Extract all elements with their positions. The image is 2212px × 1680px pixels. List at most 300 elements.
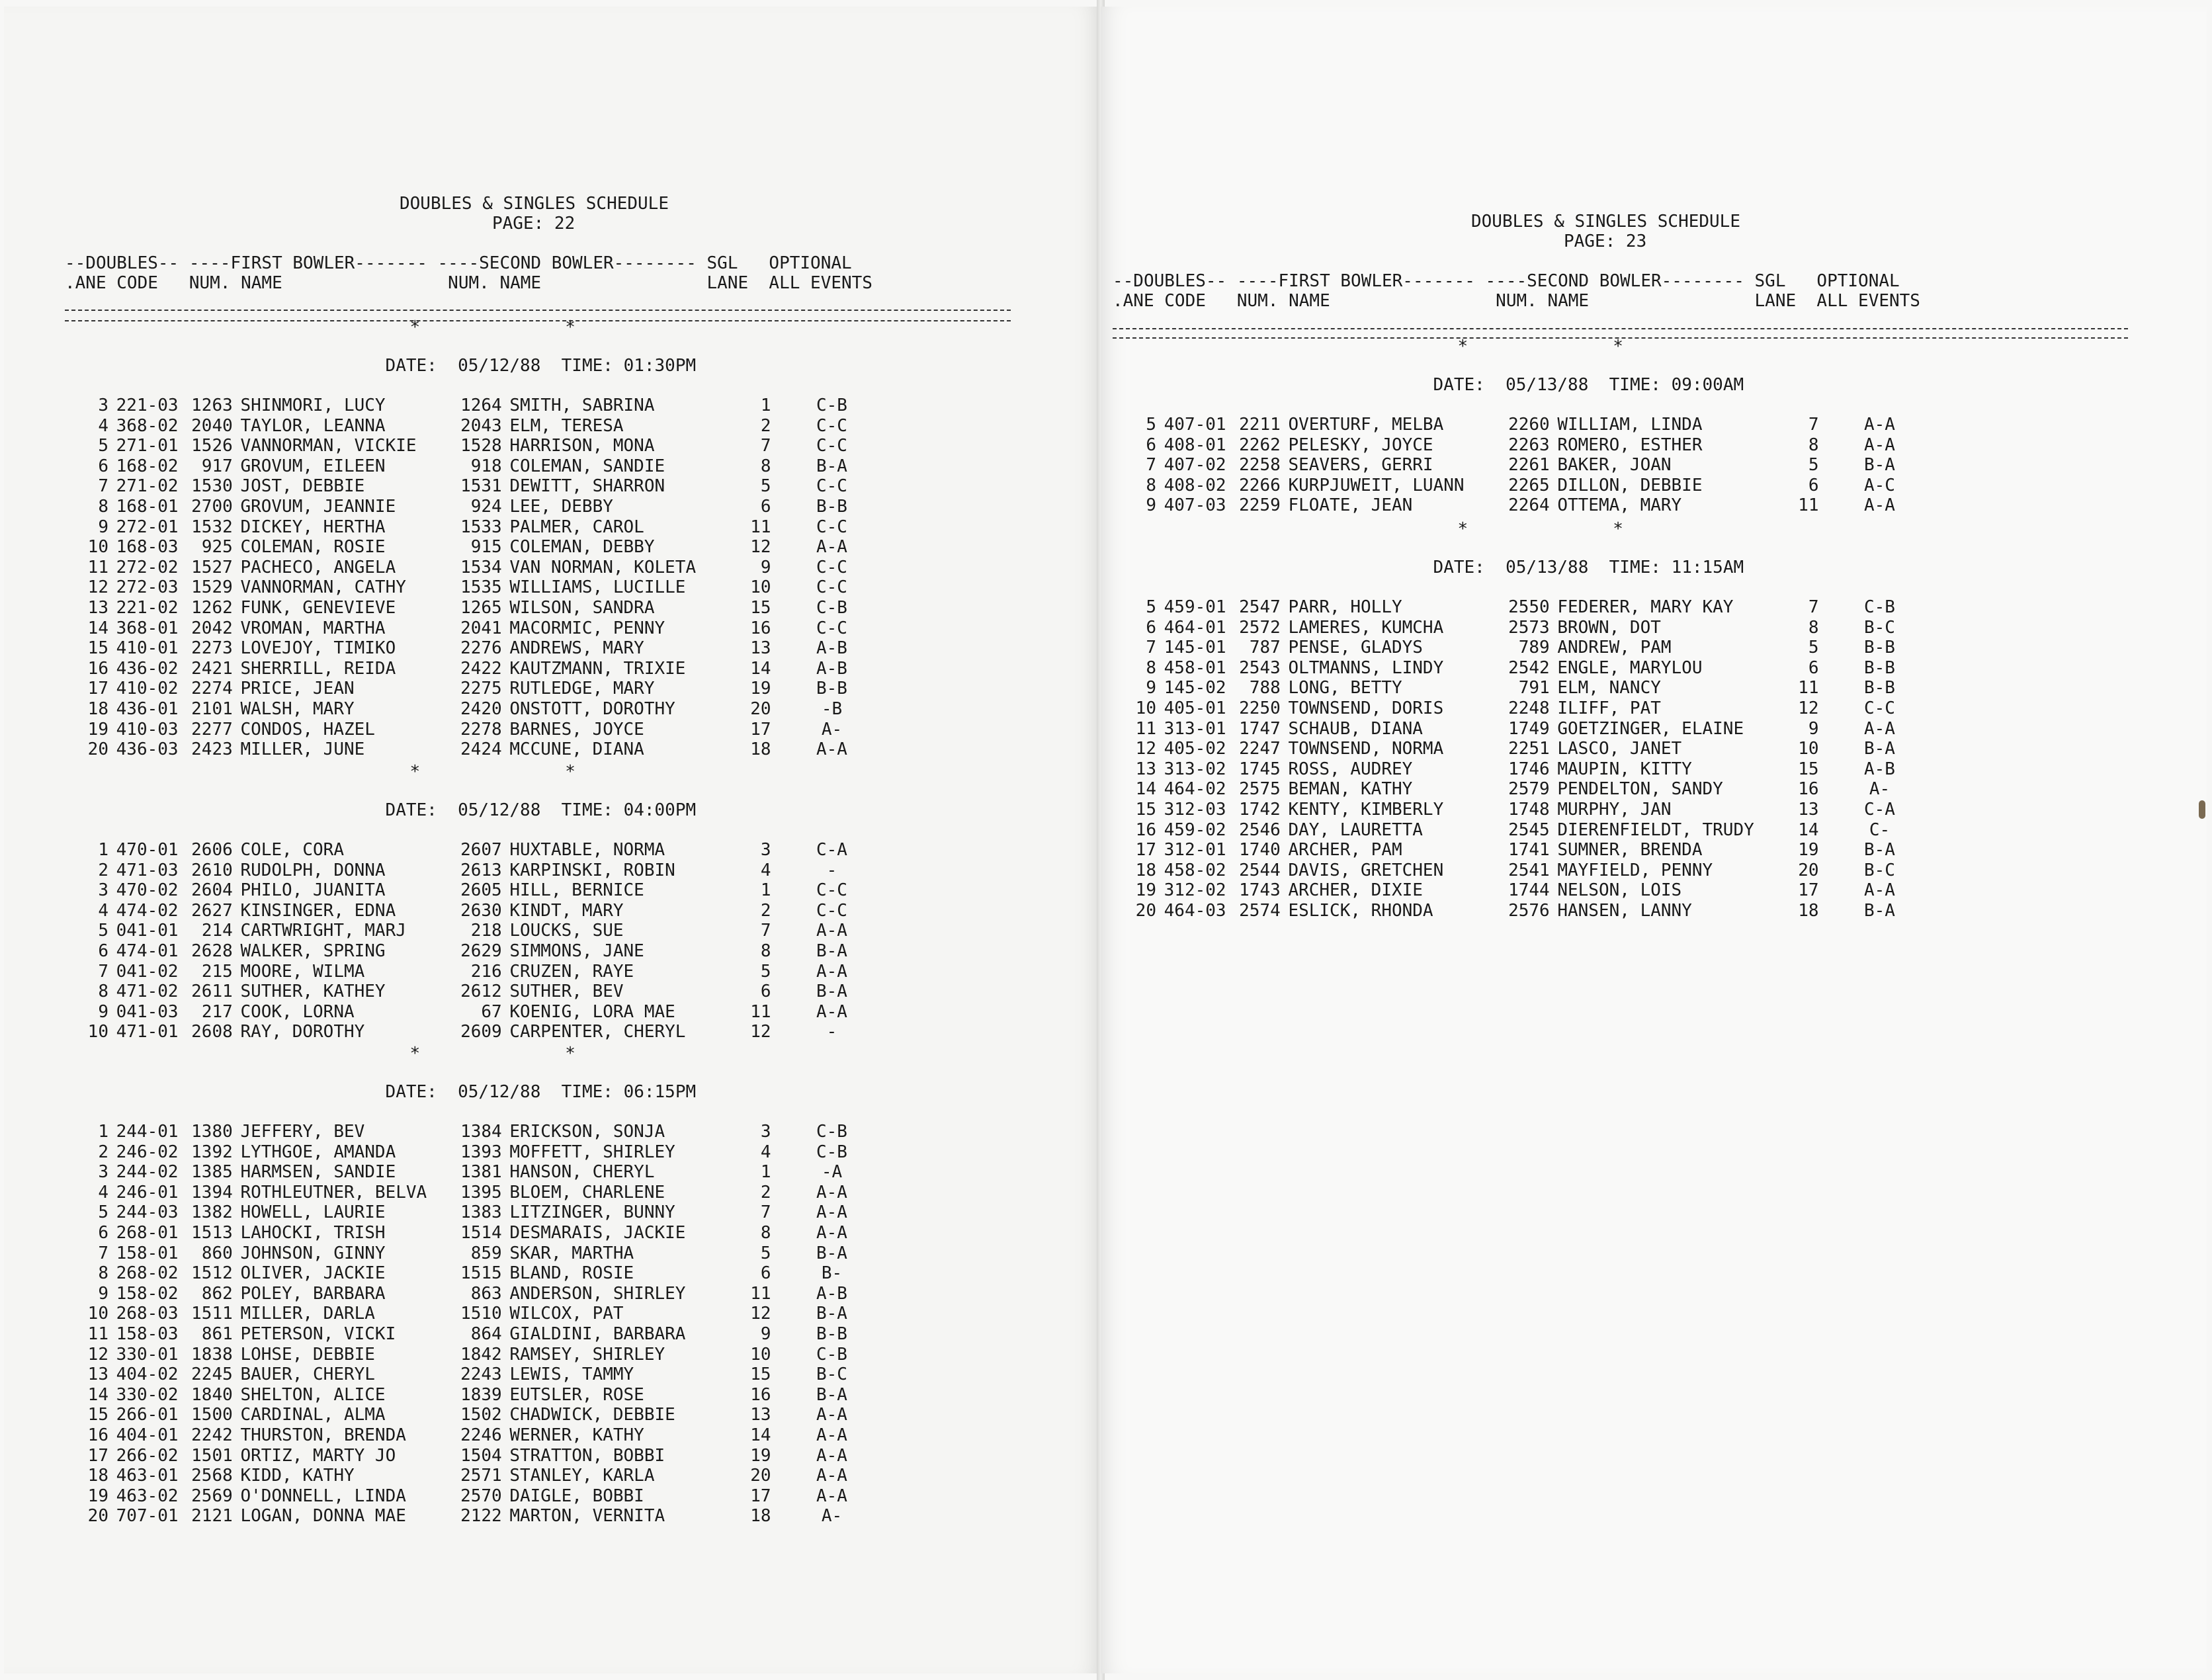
optional-all-events: A- xyxy=(821,1506,843,1527)
second-bowler-num: 1384 xyxy=(460,1122,502,1142)
second-bowler-num: 1741 xyxy=(1508,840,1550,861)
doubles-code: 410-02 xyxy=(116,679,179,699)
second-bowler-name: KINDT, MARY xyxy=(509,900,624,921)
second-bowler-num: 2263 xyxy=(1508,435,1550,455)
second-bowler-name: HARRISON, MONA xyxy=(509,436,655,456)
first-bowler-name: ROSS, AUDREY xyxy=(1288,759,1413,779)
second-bowler-num: 2576 xyxy=(1508,901,1550,921)
singles-lane: 7 xyxy=(1808,597,1819,617)
first-bowler-name: JOHNSON, GINNY xyxy=(240,1243,386,1263)
doubles-code: 244-02 xyxy=(116,1162,179,1183)
first-bowler-num: 2606 xyxy=(191,840,233,860)
first-bowler-num: 2700 xyxy=(191,497,233,517)
session-marker: * xyxy=(409,317,421,337)
second-bowler-num: 2251 xyxy=(1508,739,1550,759)
first-bowler-num: 1380 xyxy=(191,1122,233,1142)
first-bowler-name: LOHSE, DEBBIE xyxy=(240,1344,375,1365)
lane-number: 14 xyxy=(87,618,108,638)
doubles-code: 470-02 xyxy=(116,880,179,901)
first-bowler-num: 1382 xyxy=(191,1202,233,1223)
optional-all-events: B-C xyxy=(1864,617,1895,638)
optional-all-events: C-C xyxy=(816,880,847,901)
second-bowler-num: 1839 xyxy=(460,1384,502,1405)
first-bowler-name: POLEY, BARBARA xyxy=(240,1283,386,1304)
second-bowler-num: 2629 xyxy=(460,941,502,961)
optional-all-events: A-B xyxy=(816,638,847,659)
doubles-code: 464-02 xyxy=(1164,779,1226,800)
doubles-code: 268-02 xyxy=(116,1263,179,1284)
first-bowler-num: 1747 xyxy=(1239,718,1281,739)
second-bowler-num: 1395 xyxy=(460,1182,502,1202)
lane-number: 17 xyxy=(1135,840,1156,861)
singles-lane: 8 xyxy=(1808,617,1819,638)
doubles-code: 158-02 xyxy=(116,1283,179,1304)
doubles-code: 312-03 xyxy=(1164,800,1226,819)
singles-lane: 1 xyxy=(760,396,771,415)
first-bowler-num: 2421 xyxy=(191,658,233,679)
first-bowler-name: PARR, HOLLY xyxy=(1288,597,1402,617)
first-bowler-num: 1529 xyxy=(191,577,233,598)
lane-number: 7 xyxy=(98,961,108,982)
lane-number: 12 xyxy=(87,1344,108,1365)
lane-number: 18 xyxy=(87,1466,108,1486)
singles-lane: 7 xyxy=(760,921,771,941)
second-bowler-num: 791 xyxy=(1518,678,1550,698)
doubles-code: 368-01 xyxy=(116,618,179,638)
singles-lane: 20 xyxy=(750,1466,771,1486)
session-marker: * xyxy=(565,317,575,337)
doubles-code: 404-01 xyxy=(116,1425,179,1445)
optional-all-events: A-A xyxy=(816,537,847,558)
lane-number: 17 xyxy=(87,1445,108,1466)
second-bowler-num: 2246 xyxy=(460,1425,502,1445)
first-bowler-num: 1840 xyxy=(191,1384,233,1405)
header-rule xyxy=(65,320,1011,321)
first-bowler-name: DAY, LAURETTA xyxy=(1288,819,1423,840)
first-bowler-num: 2610 xyxy=(191,860,233,880)
second-bowler-name: ROMERO, ESTHER xyxy=(1557,435,1703,455)
page-title: DOUBLES & SINGLES SCHEDULE xyxy=(1471,212,1740,231)
optional-all-events: B-B xyxy=(1864,678,1895,698)
first-bowler-name: O'DONNELL, LINDA xyxy=(240,1486,406,1506)
singles-lane: 4 xyxy=(760,860,771,880)
lane-number: 20 xyxy=(1135,901,1156,921)
optional-all-events: B-C xyxy=(816,1365,847,1385)
second-bowler-name: ELM, NANCY xyxy=(1557,678,1661,698)
optional-all-events: - xyxy=(826,1022,837,1042)
optional-all-events: C-C xyxy=(816,415,847,436)
second-bowler-name: ANDREWS, MARY xyxy=(509,638,644,659)
optional-all-events: C-B xyxy=(816,1142,847,1162)
second-bowler-num: 864 xyxy=(470,1324,502,1344)
lane-number: 19 xyxy=(87,1486,108,1506)
singles-lane: 5 xyxy=(1808,455,1819,476)
doubles-code: 041-03 xyxy=(116,1001,179,1022)
lane-number: 5 xyxy=(98,1202,108,1223)
optional-all-events: A-A xyxy=(816,1425,847,1445)
doubles-code: 459-02 xyxy=(1164,819,1226,840)
first-bowler-num: 2547 xyxy=(1239,597,1281,617)
lane-number: 8 xyxy=(1146,657,1156,678)
first-bowler-name: LAHOCKI, TRISH xyxy=(240,1223,386,1243)
session-marker: * xyxy=(565,1044,575,1064)
second-bowler-name: RUTLEDGE, MARY xyxy=(509,679,655,699)
second-bowler-num: 2260 xyxy=(1508,415,1550,435)
doubles-code: 266-02 xyxy=(116,1445,179,1466)
first-bowler-name: KIDD, KATHY xyxy=(240,1466,355,1486)
lane-number: 3 xyxy=(98,880,108,901)
singles-lane: 11 xyxy=(1798,678,1819,698)
second-bowler-name: EUTSLER, ROSE xyxy=(509,1384,644,1405)
second-bowler-name: MCCUNE, DIANA xyxy=(509,739,644,760)
first-bowler-num: 2568 xyxy=(191,1466,233,1486)
second-bowler-num: 2265 xyxy=(1508,475,1550,495)
doubles-code: 168-02 xyxy=(116,456,179,476)
second-bowler-num: 2541 xyxy=(1508,860,1550,880)
second-bowler-num: 2542 xyxy=(1508,657,1550,678)
second-bowler-name: VAN NORMAN, KOLETA xyxy=(509,557,697,577)
first-bowler-name: TAYLOR, LEANNA xyxy=(240,415,386,436)
second-bowler-name: CHADWICK, DEBBIE xyxy=(509,1405,675,1425)
first-bowler-num: 1511 xyxy=(191,1304,233,1324)
second-bowler-name: SUTHER, BEV xyxy=(509,982,624,1002)
first-bowler-name: WALSH, MARY xyxy=(240,699,355,719)
optional-all-events: B-B xyxy=(816,679,847,699)
lane-number: 9 xyxy=(98,1283,108,1304)
second-bowler-num: 918 xyxy=(470,456,502,476)
singles-lane: 20 xyxy=(750,699,771,719)
optional-all-events: B-A xyxy=(816,941,847,961)
first-bowler-name: COOK, LORNA xyxy=(240,1001,355,1022)
second-bowler-name: LASCO, JANET xyxy=(1557,739,1682,759)
first-bowler-name: ROTHLEUTNER, BELVA xyxy=(240,1182,427,1202)
singles-lane: 10 xyxy=(1798,739,1819,759)
doubles-code: 312-01 xyxy=(1164,840,1226,861)
second-bowler-num: 1535 xyxy=(460,577,502,598)
first-bowler-name: ESLICK, RHONDA xyxy=(1288,901,1433,921)
doubles-code: 041-02 xyxy=(116,961,179,982)
doubles-code: 272-01 xyxy=(116,517,179,537)
singles-lane: 19 xyxy=(1798,840,1819,861)
doubles-code: 158-01 xyxy=(116,1243,179,1263)
first-bowler-num: 1501 xyxy=(191,1445,233,1466)
second-bowler-name: SUMNER, BRENDA xyxy=(1557,840,1703,861)
first-bowler-num: 917 xyxy=(201,456,233,476)
first-bowler-name: ARCHER, PAM xyxy=(1288,840,1402,861)
first-bowler-num: 1526 xyxy=(191,436,233,456)
singles-lane: 8 xyxy=(760,1223,771,1243)
doubles-code: 244-01 xyxy=(116,1122,179,1142)
doubles-code: 408-01 xyxy=(1164,435,1226,455)
second-bowler-num: 2579 xyxy=(1508,779,1550,800)
singles-lane: 5 xyxy=(760,1243,771,1263)
singles-lane: 6 xyxy=(760,497,771,517)
optional-all-events: B-A xyxy=(816,1243,847,1263)
singles-lane: 12 xyxy=(750,1022,771,1042)
singles-lane: 1 xyxy=(760,1162,771,1183)
first-bowler-num: 2611 xyxy=(191,982,233,1002)
lane-number: 9 xyxy=(1146,678,1156,698)
second-bowler-num: 2275 xyxy=(460,679,502,699)
doubles-code: 404-02 xyxy=(116,1365,179,1385)
lane-number: 9 xyxy=(98,517,108,537)
first-bowler-num: 215 xyxy=(201,961,233,982)
lane-number: 10 xyxy=(87,1304,108,1324)
singles-lane: 17 xyxy=(750,719,771,739)
doubles-code: 464-01 xyxy=(1164,617,1226,638)
first-bowler-name: RAY, DOROTHY xyxy=(240,1022,365,1042)
second-bowler-num: 1744 xyxy=(1508,880,1550,901)
doubles-code: 405-02 xyxy=(1164,739,1226,759)
optional-all-events: B-C xyxy=(1864,860,1895,880)
first-bowler-name: SHELTON, ALICE xyxy=(240,1384,386,1405)
lane-number: 16 xyxy=(1135,819,1156,840)
page-number: PAGE: 22 xyxy=(492,214,575,233)
second-bowler-name: FEDERER, MARY KAY xyxy=(1557,597,1734,617)
lane-number: 14 xyxy=(1135,779,1156,800)
second-bowler-name: SKAR, MARTHA xyxy=(509,1243,634,1263)
second-bowler-num: 1749 xyxy=(1508,718,1550,739)
optional-all-events: - xyxy=(826,860,837,880)
singles-lane: 2 xyxy=(760,900,771,921)
second-bowler-name: LEWIS, TAMMY xyxy=(509,1365,634,1385)
optional-all-events: B-A xyxy=(1864,739,1895,759)
first-bowler-name: MILLER, DARLA xyxy=(240,1304,375,1324)
first-bowler-num: 2259 xyxy=(1239,495,1281,516)
optional-all-events: A-A xyxy=(1864,435,1895,455)
doubles-code: 410-03 xyxy=(116,719,179,739)
first-bowler-num: 2211 xyxy=(1239,415,1281,435)
second-bowler-name: BLAND, ROSIE xyxy=(509,1263,634,1284)
doubles-code: 463-02 xyxy=(116,1486,179,1506)
first-bowler-name: SEAVERS, GERRI xyxy=(1288,455,1433,476)
lane-number: 20 xyxy=(87,1506,108,1527)
lane-number: 3 xyxy=(98,396,108,415)
first-bowler-num: 2101 xyxy=(191,699,233,719)
optional-all-events: C-C xyxy=(816,577,847,598)
doubles-code: 471-01 xyxy=(116,1022,179,1042)
singles-lane: 15 xyxy=(1798,759,1819,779)
first-bowler-num: 2544 xyxy=(1239,860,1281,880)
first-bowler-num: 1740 xyxy=(1239,840,1281,861)
singles-lane: 16 xyxy=(1798,779,1819,800)
first-bowler-num: 2250 xyxy=(1239,698,1281,718)
doubles-code: 221-02 xyxy=(116,598,179,618)
first-bowler-name: SHERRILL, REIDA xyxy=(240,658,396,679)
lane-number: 18 xyxy=(1135,860,1156,880)
optional-all-events: B-B xyxy=(816,1324,847,1344)
doubles-code: 272-03 xyxy=(116,577,179,598)
optional-all-events: A-C xyxy=(1864,475,1895,495)
optional-all-events: B-A xyxy=(1864,901,1895,921)
second-bowler-name: DILLON, DEBBIE xyxy=(1557,475,1703,495)
first-bowler-num: 1394 xyxy=(191,1182,233,1202)
second-bowler-name: PENDELTON, SANDY xyxy=(1557,779,1723,800)
second-bowler-name: OTTEMA, MARY xyxy=(1557,495,1682,516)
singles-lane: 14 xyxy=(750,658,771,679)
second-bowler-num: 1531 xyxy=(460,476,502,497)
optional-all-events: A-B xyxy=(816,658,847,679)
second-bowler-name: LEE, DEBBY xyxy=(509,497,613,517)
lane-number: 5 xyxy=(1146,415,1156,435)
first-bowler-num: 2262 xyxy=(1239,435,1281,455)
optional-all-events: A-A xyxy=(816,1405,847,1425)
singles-lane: 11 xyxy=(750,1283,771,1304)
lane-number: 5 xyxy=(98,436,108,456)
first-bowler-num: 2604 xyxy=(191,880,233,901)
first-bowler-name: MILLER, JUNE xyxy=(240,739,365,760)
second-bowler-name: MOFFETT, SHIRLEY xyxy=(509,1142,675,1162)
doubles-code: 312-02 xyxy=(1164,880,1226,901)
first-bowler-name: WALKER, SPRING xyxy=(240,941,386,961)
lane-number: 9 xyxy=(98,1001,108,1022)
first-bowler-name: GROVUM, EILEEN xyxy=(240,456,386,476)
singles-lane: 11 xyxy=(750,1001,771,1022)
singles-lane: 12 xyxy=(750,537,771,558)
singles-lane: 18 xyxy=(750,1506,771,1527)
lane-number: 1 xyxy=(98,1122,108,1142)
second-bowler-name: BROWN, DOT xyxy=(1557,617,1661,638)
singles-lane: 7 xyxy=(760,1202,771,1223)
second-bowler-num: 1510 xyxy=(460,1304,502,1324)
optional-all-events: A-A xyxy=(816,739,847,760)
singles-lane: 12 xyxy=(750,1304,771,1324)
second-bowler-name: DEWITT, SHARRON xyxy=(509,476,665,497)
first-bowler-num: 2543 xyxy=(1239,657,1281,678)
first-bowler-name: FUNK, GENEVIEVE xyxy=(240,598,396,618)
page-edge-mark xyxy=(2199,800,2205,819)
second-bowler-num: 2122 xyxy=(460,1506,502,1527)
doubles-code: 268-01 xyxy=(116,1223,179,1243)
optional-all-events: A- xyxy=(1869,779,1891,800)
first-bowler-name: PRICE, JEAN xyxy=(240,679,355,699)
second-bowler-num: 218 xyxy=(470,921,502,941)
second-bowler-name: WILLIAM, LINDA xyxy=(1557,415,1703,435)
first-bowler-num: 2266 xyxy=(1239,475,1281,495)
singles-lane: 14 xyxy=(750,1425,771,1445)
lane-number: 8 xyxy=(1146,475,1156,495)
second-bowler-name: MURPHY, JAN xyxy=(1557,800,1672,819)
singles-lane: 20 xyxy=(1798,860,1819,880)
second-bowler-num: 216 xyxy=(470,961,502,982)
session-marker: * xyxy=(409,1044,421,1064)
second-bowler-num: 2550 xyxy=(1508,597,1550,617)
second-bowler-num: 2243 xyxy=(460,1365,502,1385)
second-bowler-name: ANDREW, PAM xyxy=(1557,638,1672,658)
singles-lane: 6 xyxy=(1808,475,1819,495)
first-bowler-name: THURSTON, BRENDA xyxy=(240,1425,406,1445)
second-bowler-num: 2612 xyxy=(460,982,502,1002)
second-bowler-num: 1381 xyxy=(460,1162,502,1183)
singles-lane: 2 xyxy=(760,415,771,436)
lane-number: 7 xyxy=(1146,638,1156,658)
first-bowler-num: 1262 xyxy=(191,598,233,618)
singles-lane: 2 xyxy=(760,1182,771,1202)
second-bowler-num: 1264 xyxy=(460,396,502,415)
first-bowler-num: 1263 xyxy=(191,396,233,415)
second-bowler-num: 2607 xyxy=(460,840,502,860)
lane-number: 10 xyxy=(87,1022,108,1042)
doubles-code: 168-01 xyxy=(116,497,179,517)
second-bowler-num: 2041 xyxy=(460,618,502,638)
second-bowler-name: HUXTABLE, NORMA xyxy=(509,840,665,860)
lane-number: 16 xyxy=(87,1425,108,1445)
first-bowler-num: 787 xyxy=(1249,638,1281,658)
doubles-code: 368-02 xyxy=(116,415,179,436)
first-bowler-num: 1745 xyxy=(1239,759,1281,779)
second-bowler-num: 863 xyxy=(470,1283,502,1304)
lane-number: 9 xyxy=(1146,495,1156,516)
second-bowler-name: MARTON, VERNITA xyxy=(509,1506,665,1527)
first-bowler-num: 1392 xyxy=(191,1142,233,1162)
optional-all-events: A-B xyxy=(1864,759,1895,779)
first-bowler-num: 2274 xyxy=(191,679,233,699)
optional-all-events: C-B xyxy=(816,396,847,415)
second-bowler-name: BAKER, JOAN xyxy=(1557,455,1672,476)
optional-all-events: A-A xyxy=(816,1182,847,1202)
first-bowler-num: 214 xyxy=(201,921,233,941)
first-bowler-name: SHINMORI, LUCY xyxy=(240,396,386,415)
singles-lane: 1 xyxy=(760,880,771,901)
second-bowler-num: 2043 xyxy=(460,415,502,436)
session-date-time: DATE: 05/13/88 TIME: 09:00AM xyxy=(1433,375,1744,395)
doubles-code: 408-02 xyxy=(1164,475,1226,495)
second-bowler-name: WILSON, SANDRA xyxy=(509,598,655,618)
first-bowler-num: 2040 xyxy=(191,415,233,436)
first-bowler-name: TOWNSEND, DORIS xyxy=(1288,698,1444,718)
second-bowler-name: HILL, BERNICE xyxy=(509,880,644,901)
session-date-time: DATE: 05/12/88 TIME: 06:15PM xyxy=(385,1082,697,1102)
lane-number: 20 xyxy=(87,739,108,760)
first-bowler-name: MOORE, WILMA xyxy=(240,961,365,982)
optional-all-events: A-A xyxy=(816,961,847,982)
first-bowler-num: 2628 xyxy=(191,941,233,961)
lane-number: 11 xyxy=(87,1324,108,1344)
first-bowler-name: CONDOS, HAZEL xyxy=(240,719,375,739)
optional-all-events: C- xyxy=(1869,819,1891,840)
doubles-code: 458-01 xyxy=(1164,657,1226,678)
optional-all-events: A-A xyxy=(816,1202,847,1223)
optional-all-events: C-A xyxy=(816,840,847,860)
second-bowler-num: 2571 xyxy=(460,1466,502,1486)
second-bowler-num: 1515 xyxy=(460,1263,502,1284)
lane-number: 2 xyxy=(98,860,108,880)
singles-lane: 12 xyxy=(1798,698,1819,718)
first-bowler-num: 2258 xyxy=(1239,455,1281,476)
lane-number: 13 xyxy=(1135,759,1156,779)
doubles-code: 145-01 xyxy=(1164,638,1226,658)
first-bowler-name: LYTHGOE, AMANDA xyxy=(240,1142,396,1162)
singles-lane: 18 xyxy=(750,739,771,760)
second-bowler-num: 1383 xyxy=(460,1202,502,1223)
first-bowler-name: PHILO, JUANITA xyxy=(240,880,386,901)
second-bowler-num: 789 xyxy=(1518,638,1550,658)
doubles-code: 158-03 xyxy=(116,1324,179,1344)
first-bowler-num: 862 xyxy=(201,1283,233,1304)
second-bowler-num: 2278 xyxy=(460,719,502,739)
singles-lane: 10 xyxy=(750,577,771,598)
doubles-code: 471-03 xyxy=(116,860,179,880)
second-bowler-name: ELM, TERESA xyxy=(509,415,624,436)
first-bowler-num: 2572 xyxy=(1239,617,1281,638)
lane-number: 19 xyxy=(87,719,108,739)
second-bowler-num: 2609 xyxy=(460,1022,502,1042)
second-bowler-name: SIMMONS, JANE xyxy=(509,941,644,961)
lane-number: 4 xyxy=(98,1182,108,1202)
column-header-row-2: .ANE CODE NUM. NAME NUM. NAME LANE ALL EVENTS xyxy=(1113,291,1920,311)
doubles-code: 145-02 xyxy=(1164,678,1226,698)
header-rule xyxy=(65,310,1011,311)
